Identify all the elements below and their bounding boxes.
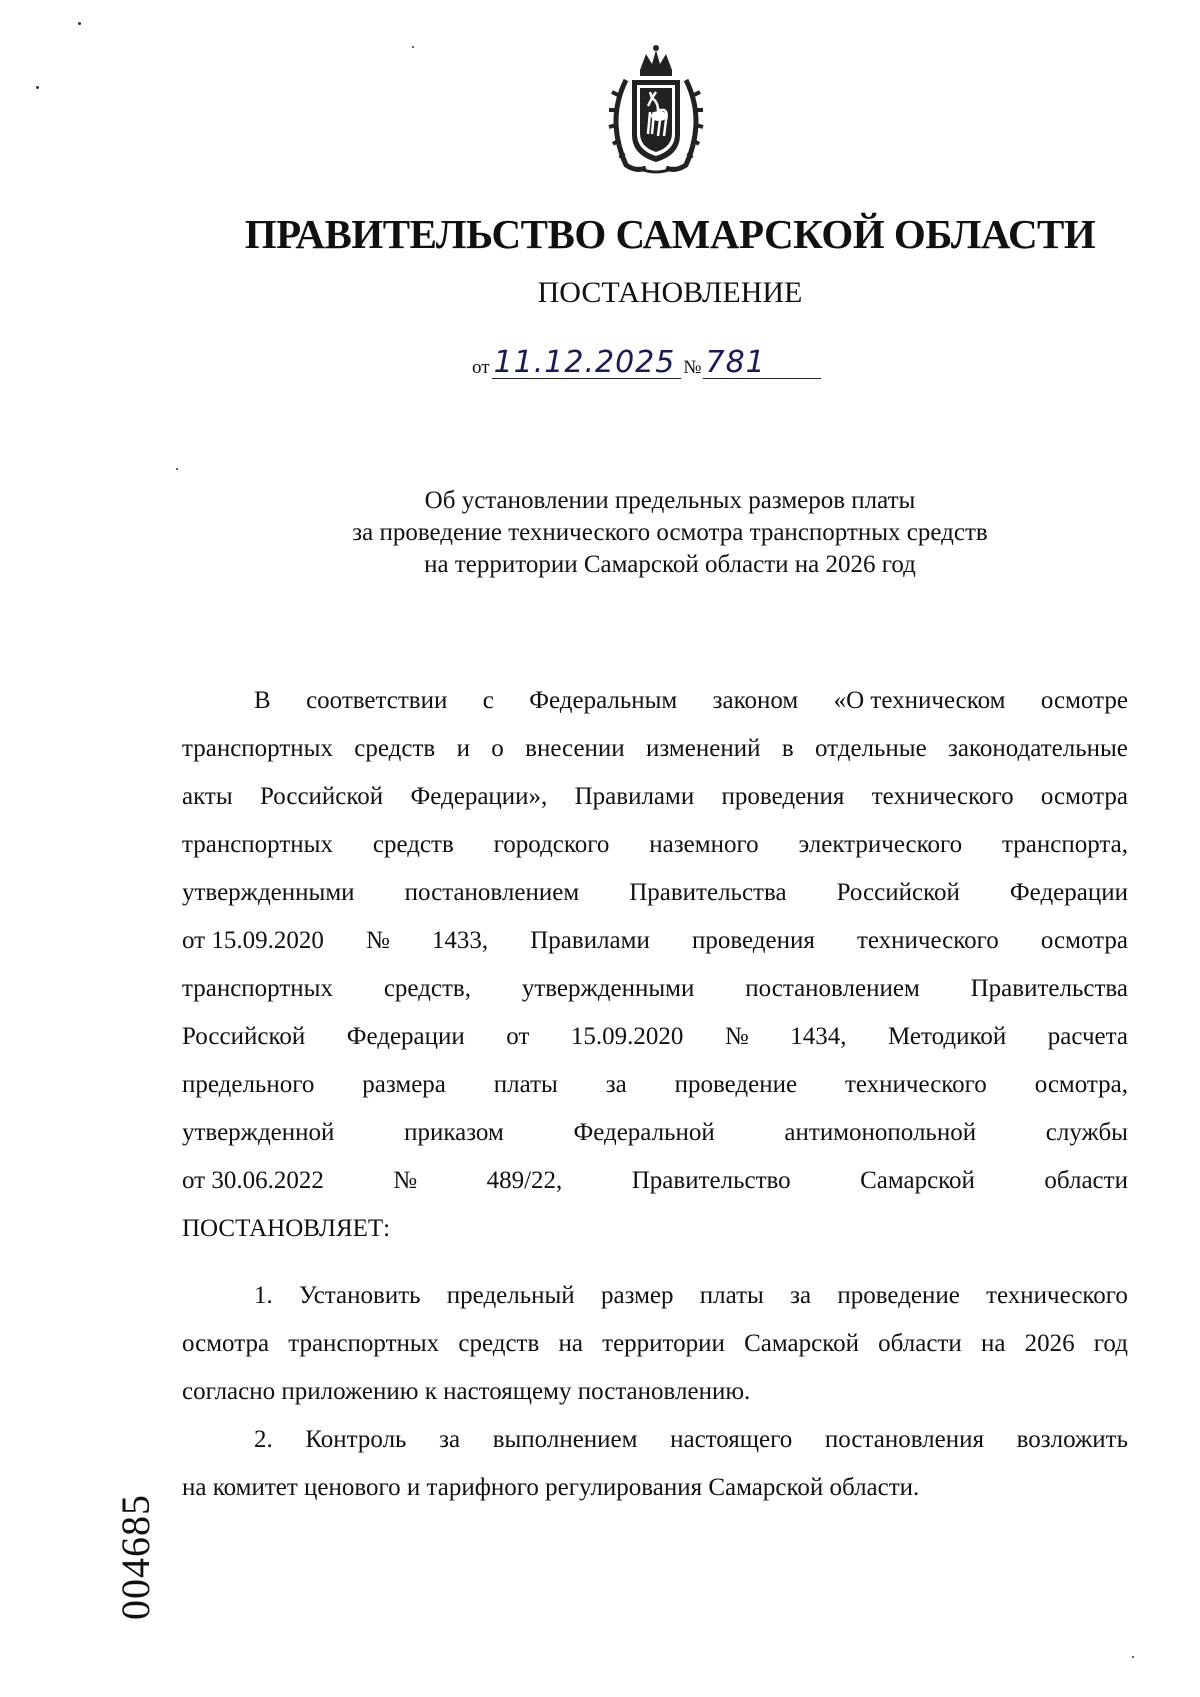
justified-line xyxy=(182,685,1128,733)
word: за xyxy=(790,1282,812,1309)
scan-speck xyxy=(412,46,414,48)
word: транспортных xyxy=(288,1330,440,1357)
word: Правилами xyxy=(530,927,650,954)
justified-line xyxy=(182,1117,1128,1165)
handwritten-date: 11.12.2025 xyxy=(492,348,682,379)
date-number-line xyxy=(470,345,821,380)
word: размера xyxy=(362,1071,446,1098)
word: Правилами xyxy=(574,783,695,810)
word: акты xyxy=(182,783,233,810)
word: транспорта, xyxy=(1002,831,1128,858)
scan-speck xyxy=(78,22,81,25)
word: технического xyxy=(986,1282,1128,1309)
word: наземного xyxy=(649,831,759,858)
word: транспортных xyxy=(182,975,333,1002)
date-prefix: от xyxy=(472,357,490,378)
word: средств, xyxy=(383,975,471,1002)
word: на xyxy=(558,1330,583,1357)
word: «О техническом xyxy=(833,687,1006,714)
justified-line xyxy=(182,1424,1128,1472)
word: утвержденными xyxy=(521,975,695,1002)
word: 15.09.2020 xyxy=(570,1023,684,1050)
word: Правительство xyxy=(631,1167,791,1194)
word: территории xyxy=(602,1330,725,1357)
justified-line xyxy=(182,1280,1128,1328)
word: расчета xyxy=(1047,1023,1128,1050)
word: городского xyxy=(493,831,610,858)
justified-line xyxy=(182,973,1128,1021)
word: от 30.06.2022 xyxy=(182,1167,324,1194)
word: 1. xyxy=(254,1282,273,1309)
word: 1434, xyxy=(790,1023,847,1050)
word: от xyxy=(506,1023,530,1050)
word: год xyxy=(1093,1330,1128,1357)
word: за xyxy=(439,1426,461,1453)
document-type: ПОСТАНОВЛЕНИЕ xyxy=(537,276,803,309)
word: технического xyxy=(844,1071,987,1098)
word: 2026 xyxy=(1024,1330,1075,1357)
word: № xyxy=(393,1167,418,1194)
word: постановлением xyxy=(404,879,580,906)
word: средств xyxy=(354,735,436,762)
justified-line xyxy=(182,1165,1128,1213)
word: области xyxy=(878,1330,962,1357)
word: Федерации», xyxy=(410,783,548,810)
subject-line: на территории Самарской области на 2026 год xyxy=(424,551,916,578)
word: предельного xyxy=(182,1071,315,1098)
samara-coat-of-arms-icon xyxy=(596,40,716,180)
word: Правительства xyxy=(629,879,787,906)
word: осмотра xyxy=(182,1330,270,1357)
justified-line xyxy=(182,1328,1128,1376)
word: Российской xyxy=(259,783,384,810)
justified-line xyxy=(182,877,1128,925)
decree-word: ПОСТАНОВЛЯЕТ: xyxy=(182,1215,391,1242)
document-subject xyxy=(0,485,1200,581)
word: Контроль xyxy=(305,1426,407,1453)
paragraph-last-line: на комитет ценового и тарифного регулирования Самарской области. xyxy=(182,1474,920,1501)
word: проведения xyxy=(721,783,845,810)
word: осмотре xyxy=(1040,687,1128,714)
word: от 15.09.2020 xyxy=(182,927,324,954)
word: о xyxy=(491,735,504,762)
word: осмотра xyxy=(1040,927,1128,954)
organization-title: ПРАВИТЕЛЬСТВО САМАРСКОЙ ОБЛАСТИ xyxy=(244,211,1096,257)
justified-line xyxy=(182,1021,1128,1069)
word: на xyxy=(980,1330,1006,1357)
word: № xyxy=(724,1023,749,1050)
word: 489/22, xyxy=(486,1167,563,1194)
word: Федерации xyxy=(346,1023,465,1050)
word: транспортных xyxy=(182,831,333,858)
word: настоящего xyxy=(670,1426,793,1453)
word: изменений xyxy=(646,735,761,762)
scan-speck xyxy=(1132,1656,1134,1658)
word: Российской xyxy=(836,879,960,906)
word: транспортных xyxy=(182,735,333,762)
word: Федеральной xyxy=(573,1119,715,1146)
word: средств xyxy=(458,1330,540,1357)
word: проведение xyxy=(837,1282,960,1309)
word: проведения xyxy=(691,927,815,954)
word: электрического xyxy=(798,831,963,858)
justified-line xyxy=(182,1069,1128,1117)
scan-speck xyxy=(36,86,39,89)
word: Федеральным xyxy=(529,687,678,714)
word: службы xyxy=(1045,1119,1128,1146)
word: за xyxy=(605,1071,627,1098)
word: Самарской xyxy=(860,1167,975,1194)
justified-line xyxy=(182,733,1128,781)
word: Федерации xyxy=(1009,879,1128,906)
preamble-paragraph xyxy=(182,685,1128,1261)
word: постановлением xyxy=(745,975,920,1002)
word: осмотра, xyxy=(1034,1071,1128,1098)
number-prefix: № xyxy=(683,357,702,378)
word: проведение xyxy=(674,1071,798,1098)
word: утвержденными xyxy=(182,879,355,906)
word: средств xyxy=(372,831,454,858)
item-2-paragraph xyxy=(182,1424,1128,1520)
word: Российской xyxy=(182,1023,306,1050)
handwritten-number: 781 xyxy=(703,348,821,379)
justified-line xyxy=(182,829,1128,877)
word: 2. xyxy=(254,1426,273,1453)
word: внесении xyxy=(525,735,625,762)
word: области xyxy=(1044,1167,1128,1194)
word: законом xyxy=(712,687,799,714)
word: Методикой xyxy=(888,1023,1007,1050)
registry-number: 004685 xyxy=(113,1494,158,1620)
subject-line: Об установлении предельных размеров платы xyxy=(424,487,916,514)
word: осмотра xyxy=(1040,783,1128,810)
word: отдельные xyxy=(814,735,927,762)
justified-line xyxy=(182,781,1128,829)
word: платы xyxy=(699,1282,764,1309)
word: возложить xyxy=(1016,1426,1128,1453)
word: приказом xyxy=(404,1119,504,1146)
word: 1433, xyxy=(431,927,489,954)
subject-line: за проведение технического осмотра транспортных средств xyxy=(352,519,988,546)
word: утвержденной xyxy=(182,1119,335,1146)
word: предельный xyxy=(446,1282,575,1309)
justified-line xyxy=(182,925,1128,973)
word: соответствии xyxy=(306,687,448,714)
word: постановления xyxy=(824,1426,985,1453)
word: размер xyxy=(600,1282,674,1309)
item-1-paragraph xyxy=(182,1280,1128,1424)
word: Установить xyxy=(299,1282,421,1309)
word: законодательные xyxy=(948,735,1128,762)
word: выполнением xyxy=(492,1426,638,1453)
word: антимонопольной xyxy=(784,1119,977,1146)
word: технического xyxy=(871,783,1014,810)
word: технического xyxy=(856,927,999,954)
word: в xyxy=(781,735,794,762)
word: с xyxy=(482,687,494,714)
word: Самарской xyxy=(744,1330,859,1357)
word: и xyxy=(456,735,470,762)
paragraph-last-line: согласно приложению к настоящему постановлению. xyxy=(182,1378,751,1405)
scan-speck xyxy=(176,468,178,470)
word: № xyxy=(365,927,390,954)
word: платы xyxy=(493,1071,558,1098)
word: Правительства xyxy=(970,975,1128,1002)
word: В xyxy=(254,687,271,714)
